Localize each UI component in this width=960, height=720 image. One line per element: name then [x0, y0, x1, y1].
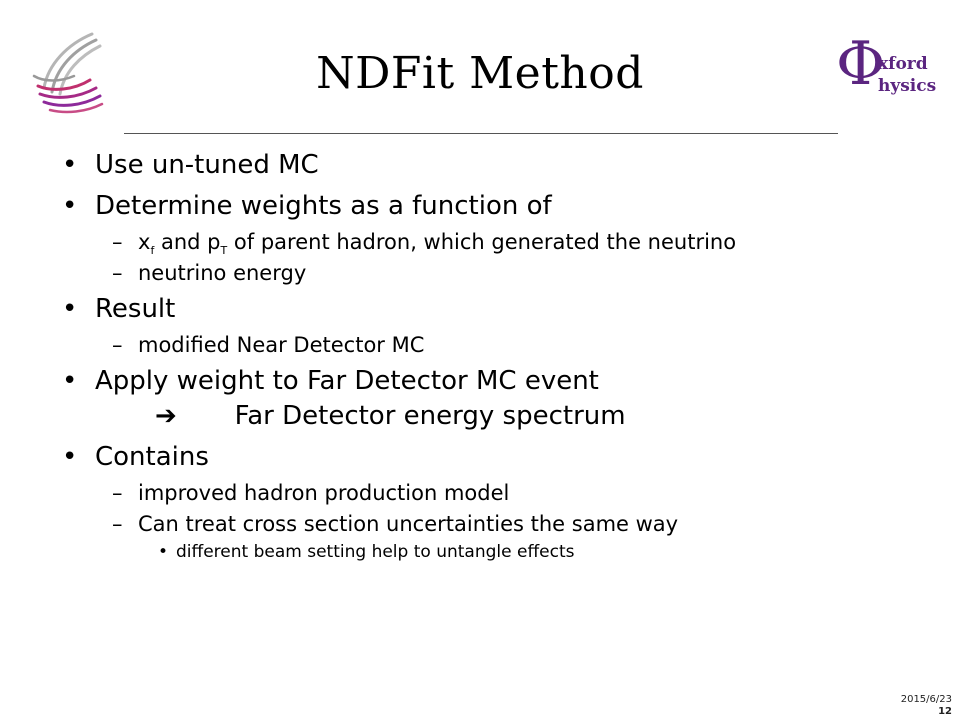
bullet-item: • Use un-tuned MC: [62, 148, 922, 183]
right-arrow-icon: ➔: [155, 401, 177, 431]
page-number: 12: [938, 706, 952, 717]
phi-symbol-icon: Φ: [836, 29, 886, 99]
slide-title: NDFit Method: [316, 48, 644, 99]
sub-bullet-item: – Can treat cross section uncertainties the same way: [112, 512, 679, 536]
logo-line-hysics: hysics: [878, 76, 937, 96]
title-divider: [124, 133, 838, 134]
sub-bullet-item: – neutrino energy: [112, 261, 307, 285]
bullet-item: • Result: [62, 292, 922, 327]
logo-line-xford: xford: [878, 54, 928, 74]
sub-bullet-item: – improved hadron production model: [112, 481, 510, 505]
slide-footer: [892, 694, 952, 718]
sub-bullet-item: – modified Near Detector MC: [112, 333, 425, 357]
sub-sub-bullet-item: • different beam setting help to untangle effects: [62, 541, 922, 563]
bullet-item: • Contains: [62, 440, 922, 475]
bullet-item: • Apply weight to Far Detector MC event ➔ Far Detector energy spectrum: [62, 364, 922, 434]
bullet-list: [62, 142, 922, 563]
sub-bullet-item: – $x_f$ and $p_T$ of parent hadron, which generated the neutrino: [112, 230, 737, 258]
footer-date: 2015/6/23: [900, 694, 952, 705]
bullet-item: • Determine weights as a function of: [62, 189, 922, 224]
